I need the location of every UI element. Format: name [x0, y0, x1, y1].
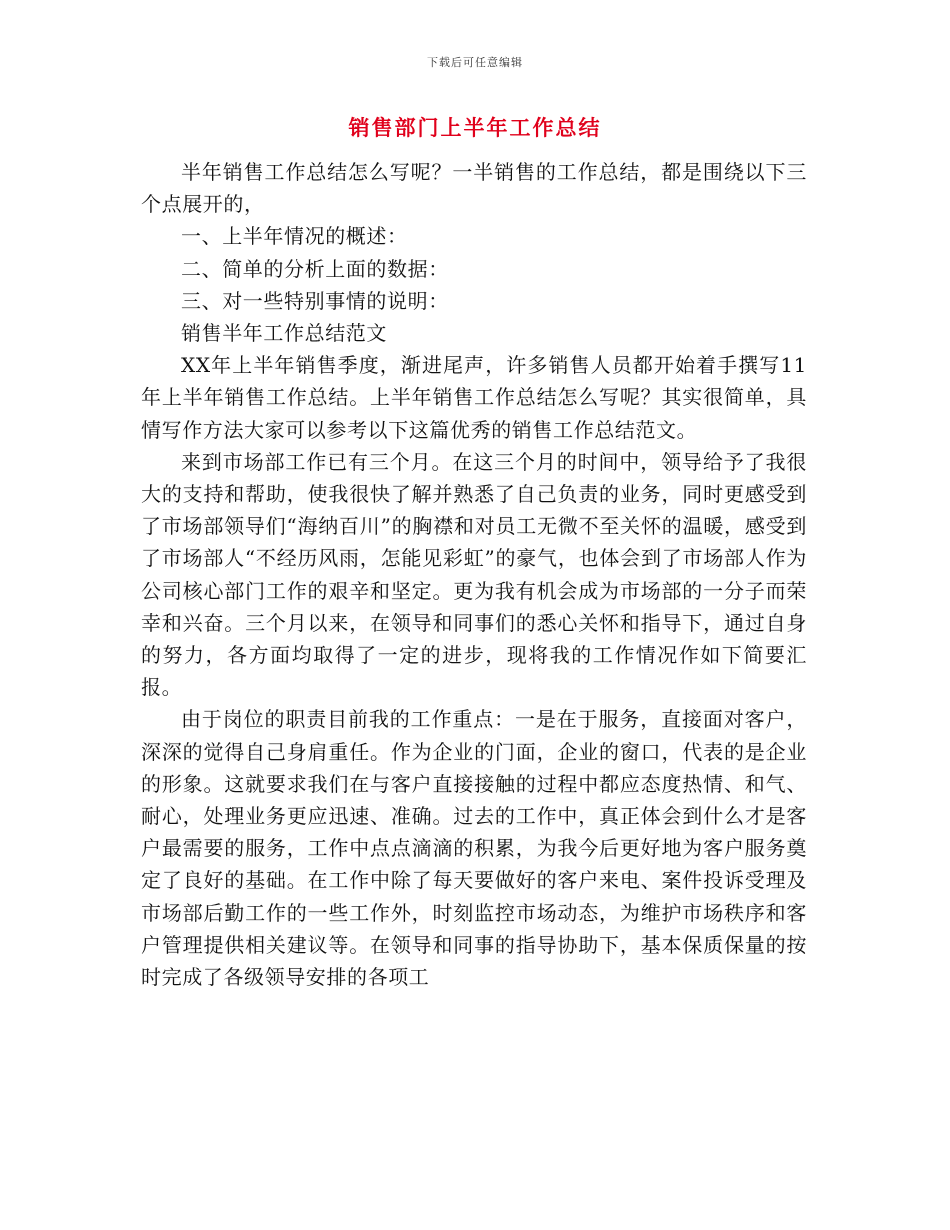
paragraph-body: XX年上半年销售季度，渐进尾声，许多销售人员都开始着手撰写11年上半年销售工作总结。上半年销售工作总结怎么写呢？其实很简单，具情写作方法大家可以参考以下这篇优秀的销售工作总结范文。 [141, 353, 807, 442]
document-body [141, 156, 807, 993]
paragraph-intro: 半年销售工作总结怎么写呢？一半销售的工作总结，都是围绕以下三个点展开的， [141, 160, 807, 217]
paragraph-point-2: 二、简单的分析上面的数据： [181, 256, 449, 281]
paragraph-point-1: 一、上半年情况的概述： [181, 224, 408, 249]
paragraph-subtitle: 销售半年工作总结范文 [181, 321, 387, 346]
paragraph-body: 来到市场部工作已有三个月。在这三个月的时间中，领导给予了我很大的支持和帮助，使我很快了解并熟悉了自己负责的业务，同时更感受到了市场部领导们“海纳百川”的胸襟和对员工无微不至关怀的温暖，感受到了市场部人“不经历风雨，怎能见彩虹”的豪气，也体会到了市场部人作为公司核心部门工作的艰辛和坚定。更为我有机会成为市场部的一分子而荣幸和兴奋。三个月以来，在领导和同事们的悉心关怀和指导下，通过自身的努力，各方面均取得了一定的进步，现将我的工作情况作如下简要汇报。 [141, 449, 807, 700]
paragraph-point-3: 三、对一些特别事情的说明： [181, 288, 449, 313]
paragraph-body: 由于岗位的职责目前我的工作重点：一是在于服务，直接面对客户，深深的觉得自己身肩重任。作为企业的门面，企业的窗口，代表的是企业的形象。这就要求我们在与客户直接接触的过程中都应态度热情、和气、耐心，处理业务更应迅速、准确。过去的工作中，真正体会到什么才是客户最需要的服务，工作中点点滴滴的积累，为我今后更好地为客户服务奠定了良好的基础。在工作中除了每天要做好的客户来电、案件投诉受理及市场部后勤工作的一些工作外，时刻监控市场动态，为维护市场秩序和客户管理提供相关建议等。在领导和同事的指导协助下，基本保质保量的按时完成了各级领导安排的各项工 [141, 707, 807, 990]
header-note: 下载后可任意编辑 [427, 56, 523, 69]
document-title: 销售部门上半年工作总结 [348, 115, 602, 140]
